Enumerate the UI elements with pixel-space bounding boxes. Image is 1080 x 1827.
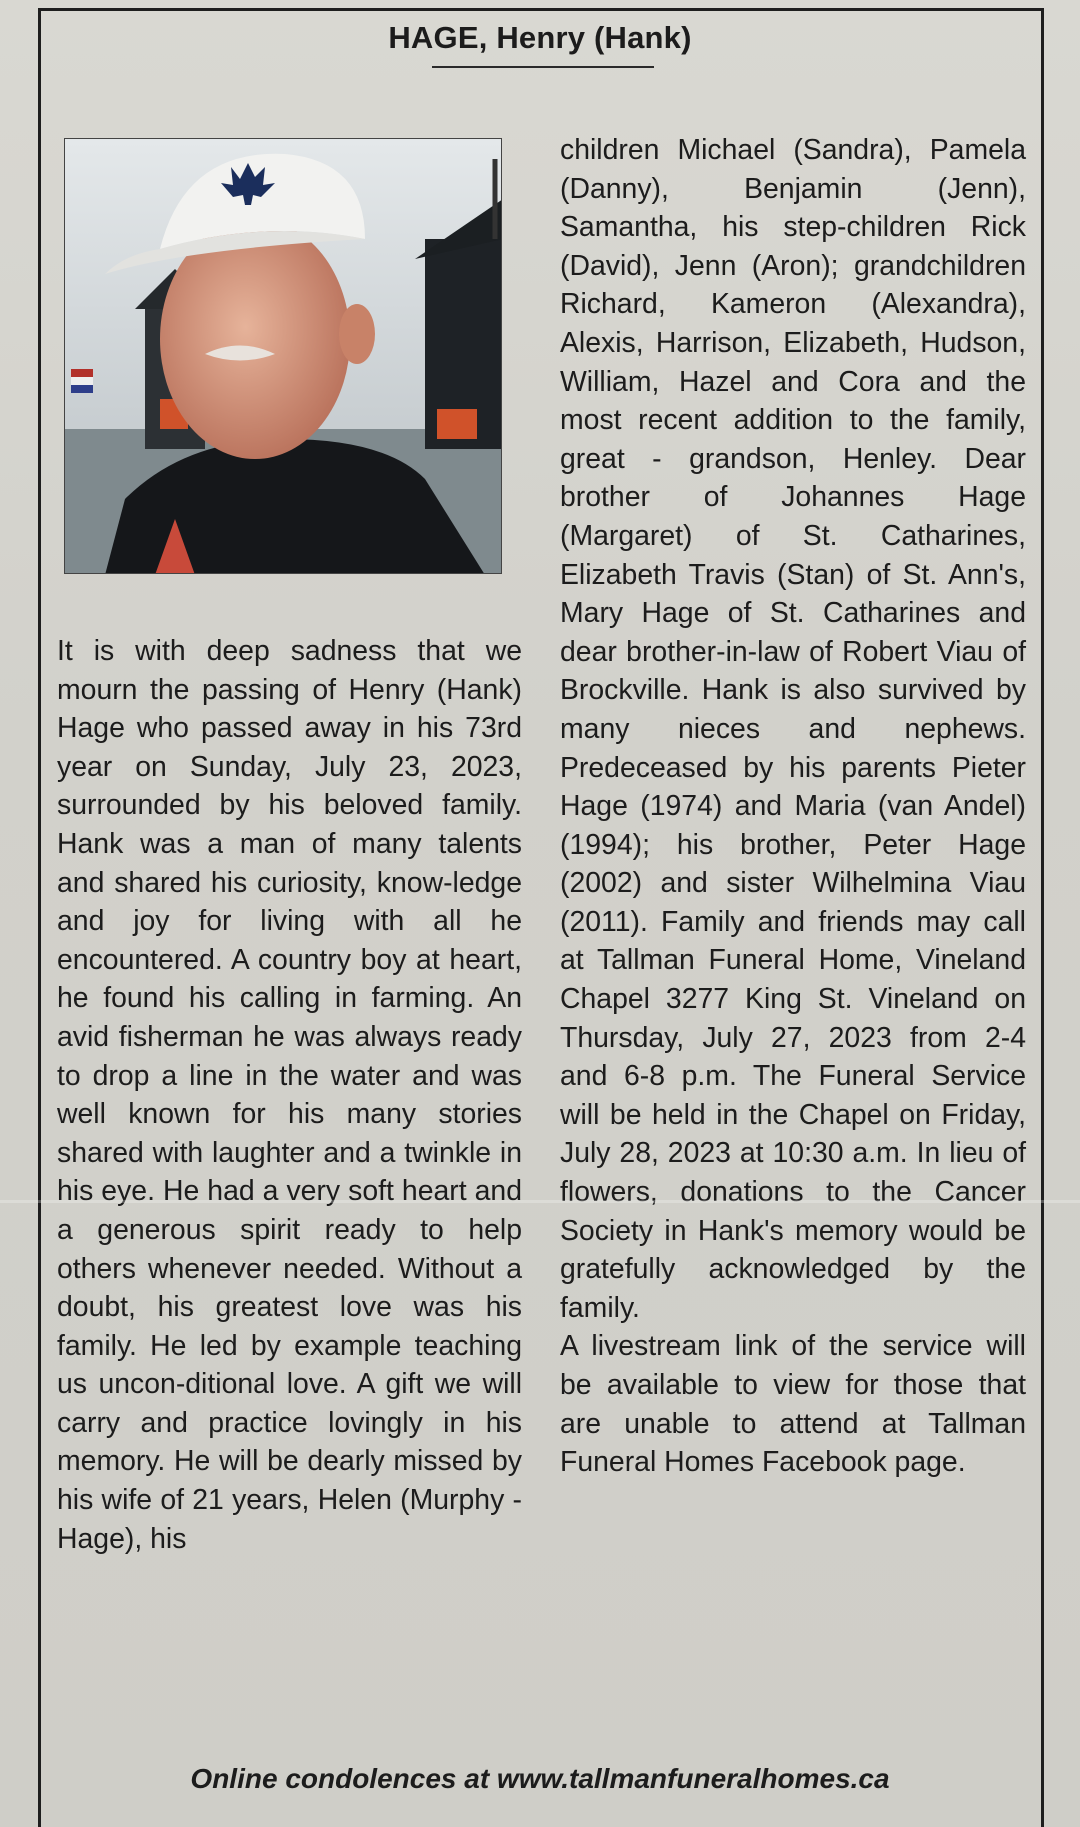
notice-paragraph-left: It is with deep sadness that we mourn the passing of Henry (Hank) Hage who passed away in his 73rd year on Sunday, July 23, 2023, surrounded by his beloved family. Hank was a man of many talents and shared his curiosity, know-ledge and joy for living with all he encountered. A country boy at heart, he found his calling in farming. An avid fisherman he was always ready to drop a line in the water and was well known for his many stories shared with laughter and a twinkle in his eye. He had a very soft heart and a generous spirit ready to help others whenever needed. Without a doubt, his greatest love was his family. He led by example teaching us uncon-ditional love. A gift we will carry and practice lovingly in his memory. He will be dearly missed by his wife of 21 years, Helen (Murphy - Hage), his [57,635,522,1555]
notice-paragraph-right-2: A livestream link of the service will be available to view for those that are unable to attend at Tallman Funeral Homes Facebook page. [560,1330,1026,1479]
paper-fold-line [0,1200,1080,1203]
notice-left-column [57,632,522,1558]
condolences-footer: Online condolences at www.tallmanfuneralhomes.ca [190,1763,890,1794]
title-underline [432,66,654,68]
notice-right-column [560,131,1026,1482]
notice-paragraph-right-1: children Michael (Sandra), Pamela (Danny), Benjamin (Jenn), Samantha, his step-children Rick (David), Jenn (Aron); grandchildren Richard, Kameron (Alexandra), Alexis, Harrison, Elizabeth, Hudson, William, Hazel and Cora and the most recent addition to the family, great - grandson, Henley. Dear brother of Johannes Hage (Margaret) of St. Catharines, Elizabeth Travis (Stan) of St. Ann's, Mary Hage of St. Catharines and dear brother-in-law of Robert Viau of Brockville. Hank is also survived by many nieces and nephews. Predeceased by his parents Pieter Hage (1974) and Maria (van Andel) (1994); his brother, Peter Hage (2002) and sister Wilhelmina Viau (2011). Family and friends may call at Tallman Funeral Home, Vineland Chapel 3277 King St. Vineland on Thursday, July 27, 2023 from 2-4 and 6-8 p.m. The Funeral Service will be held in the Chapel on Friday, July 28, 2023 at 10:30 a.m. In lieu of flowers, donations to the Cancer Society in Hank's memory would be gratefully acknowledged by the family. [560,134,1026,1324]
notice-title: HAGE, Henry (Hank) [388,20,692,55]
portrait-photo-icon [65,139,502,574]
portrait-photo [64,138,502,574]
